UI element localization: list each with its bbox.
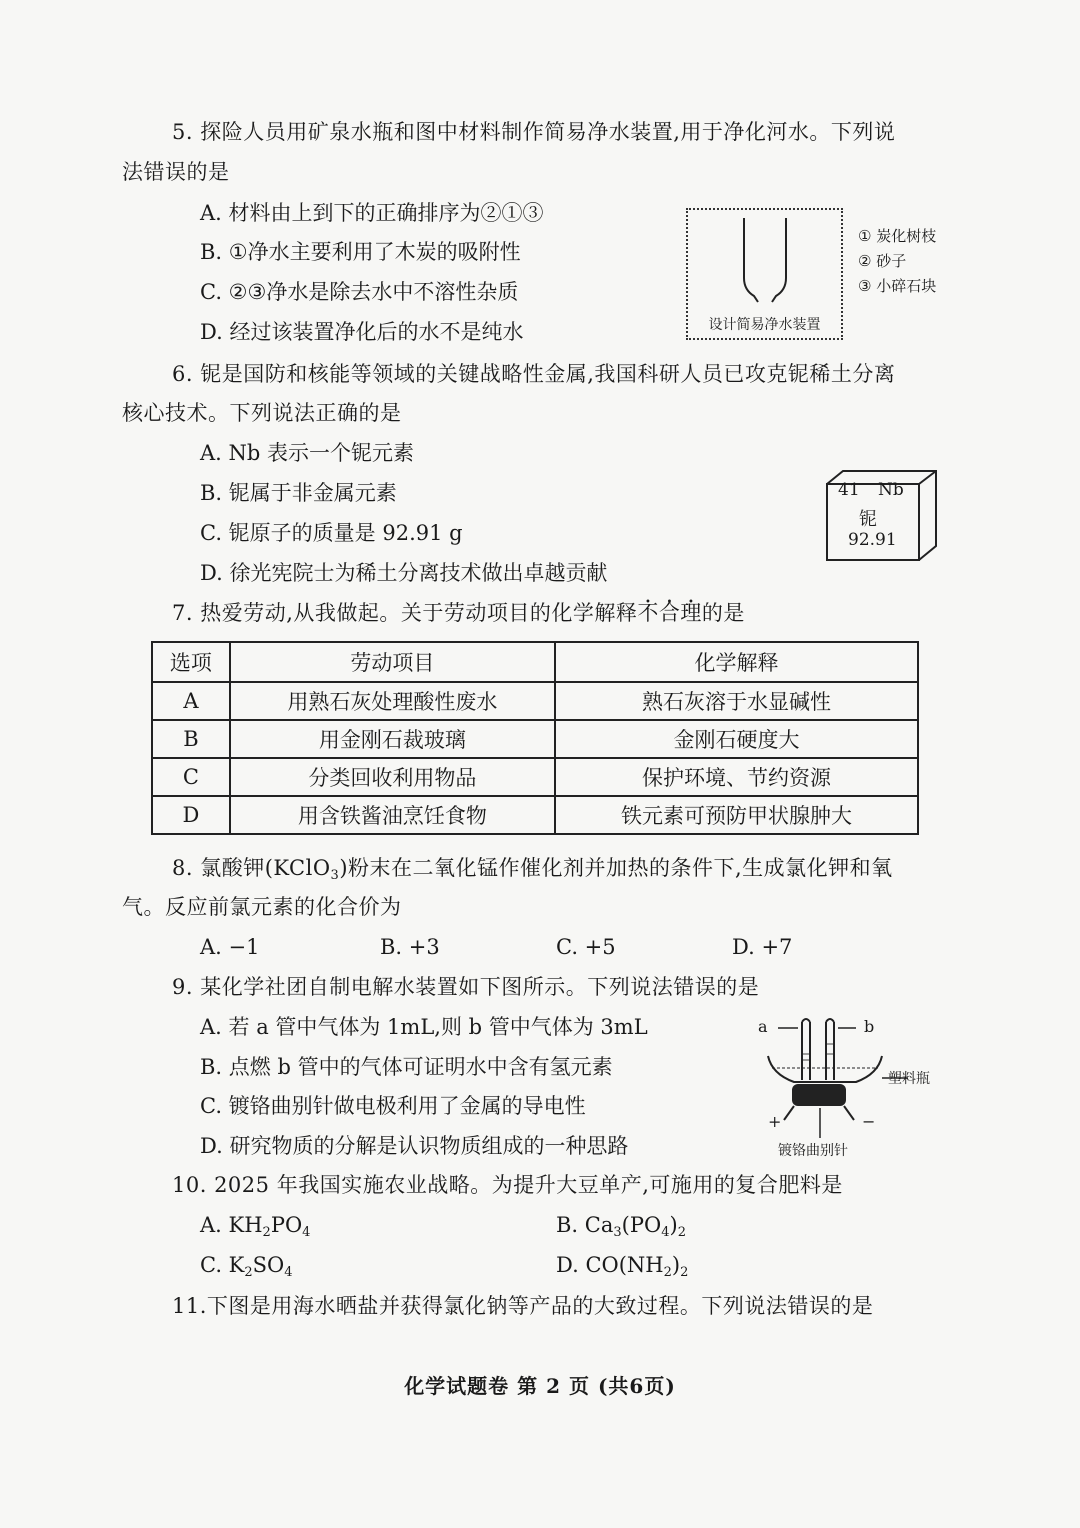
q10-a-part: PO: [270, 1213, 303, 1237]
q8-stem-line2: 气。反应前氯元素的化合价为: [122, 895, 402, 919]
cell-explanation: 铁元素可预防甲状腺肿大: [555, 796, 918, 834]
emphasis-char-2: 合: [658, 601, 681, 625]
q8-stem-part-b: )粉末在二氧化锰作催化剂并加热的条件下,生成氯化钾和氧: [339, 856, 893, 880]
q10-a-part: A. KH: [200, 1213, 263, 1237]
q10-stem: 10. 2025 年我国实施农业战略。为提升大豆单产,可施用的复合肥料是: [172, 1173, 843, 1197]
table-row: [152, 682, 918, 720]
q9-option-b: B. 点燃 b 管中的气体可证明水中含有氢元素: [200, 1055, 613, 1079]
atomic-number: 41: [838, 480, 860, 500]
q7-stem-prefix: 7. 热爱劳动,从我做起。关于劳动项目的化学解释: [172, 601, 638, 625]
q5-stem-line1: 5. 探险人员用矿泉水瓶和图中材料制作简易净水装置,用于净化河水。下列说: [172, 120, 896, 144]
q10-d-part: ): [671, 1253, 681, 1277]
q9-stem: 9. 某化学社团自制电解水装置如下图所示。下列说法错误的是: [172, 975, 760, 999]
subscript: 2: [663, 1265, 672, 1280]
emphasis-char-3: 理: [680, 601, 702, 625]
cell-option: A: [152, 682, 230, 720]
label-plastic-bottle: 塑料瓶: [888, 1071, 930, 1087]
q10-option-a: [200, 1211, 310, 1239]
cell-project: 用金刚石裁玻璃: [230, 720, 555, 758]
subscript: 3: [613, 1225, 622, 1240]
cell-option: B: [152, 720, 230, 758]
q5-option-c: C. ②③净水是除去水中不溶性杂质: [200, 280, 519, 304]
header-explanation: 化学解释: [555, 642, 918, 682]
legend-item-1: ① 炭化树枝: [858, 227, 937, 245]
cell-project: 分类回收利用物品: [230, 758, 555, 796]
label-negative: −: [862, 1112, 876, 1131]
element-card-niobium: [826, 470, 938, 562]
q10-option-b: [556, 1211, 686, 1239]
emphasis-char-1: 不: [637, 601, 659, 625]
q10-b-part: B. Ca: [556, 1213, 614, 1237]
q6-option-d: D. 徐光宪院士为稀土分离技术做出卓越贡献: [200, 561, 608, 585]
atomic-mass: 92.91: [848, 530, 897, 550]
cell-option: C: [152, 758, 230, 796]
cell-explanation: 金刚石硬度大: [555, 720, 918, 758]
q7-stem-suffix: 的是: [701, 601, 745, 625]
material-legend: [858, 224, 936, 299]
subscript: 2: [680, 1265, 689, 1280]
cell-explanation: 保护环境、节约资源: [555, 758, 918, 796]
cell-project: 用含铁酱油烹饪食物: [230, 796, 555, 834]
q11-stem: 11.下图是用海水晒盐并获得氯化钠等产品的大致过程。下列说法错误的是: [172, 1294, 874, 1318]
q9-option-a: A. 若 a 管中气体为 1mL,则 b 管中气体为 3mL: [200, 1015, 648, 1039]
q9-option-c: C. 镀铬曲别针做电极利用了金属的导电性: [200, 1094, 586, 1118]
table-header-row: [152, 642, 918, 682]
legend-item-3: ③ 小碎石块: [858, 277, 937, 295]
q8-stem-part-a: 8. 氯酸钾(KClO: [172, 856, 331, 880]
q8-option-c: C. +5: [556, 935, 616, 959]
label-tube-a: a: [758, 1017, 768, 1036]
label-tube-b: b: [864, 1017, 875, 1036]
labor-project-table: [151, 641, 919, 835]
q6-stem-line1: 6. 铌是国防和核能等领域的关键战略性金属,我国科研人员已攻克铌稀土分离: [172, 362, 896, 386]
figure-caption: 设计简易净水装置: [708, 317, 821, 333]
q10-option-d: [556, 1251, 688, 1279]
subscript: 4: [302, 1225, 311, 1240]
table-row: [152, 720, 918, 758]
element-symbol: Nb: [878, 480, 904, 500]
cell-explanation: 熟石灰溶于水显碱性: [555, 682, 918, 720]
q10-c-part: C. K: [200, 1253, 245, 1277]
q10-d-part: D. CO(NH: [556, 1253, 664, 1277]
cell-option: D: [152, 796, 230, 834]
label-positive: +: [768, 1112, 782, 1131]
q10-option-c: [200, 1251, 293, 1279]
q8-option-a: A. −1: [200, 935, 260, 959]
bottle-diagram: [688, 210, 841, 310]
q8-option-d: D. +7: [732, 935, 793, 959]
subscript: 2: [677, 1225, 686, 1240]
legend-item-2: ② 砂子: [858, 252, 907, 270]
subscript: 4: [284, 1265, 293, 1280]
q6-option-a: A. Nb 表示一个铌元素: [200, 441, 415, 465]
electrolysis-apparatus-figure: [758, 1014, 948, 1164]
cell-project: 用熟石灰处理酸性废水: [230, 682, 555, 720]
subscript: 4: [661, 1225, 670, 1240]
label-paperclip-electrode: 镀铬曲别针: [778, 1143, 848, 1159]
q7-stem: [172, 599, 745, 627]
q5-stem-line2: 法错误的是: [122, 160, 230, 184]
q8-option-b: B. +3: [380, 935, 440, 959]
q8-stem-line1: [172, 854, 893, 882]
header-project: 劳动项目: [230, 642, 555, 682]
water-purifier-figure: [686, 208, 843, 340]
q10-c-part: SO: [252, 1253, 285, 1277]
q5-option-b: B. ①净水主要利用了木炭的吸附性: [200, 240, 521, 264]
q10-b-part: ): [669, 1213, 678, 1237]
q6-option-c: C. 铌原子的质量是 92.91 g: [200, 521, 463, 545]
q9-option-d: D. 研究物质的分解是认识物质组成的一种思路: [200, 1134, 629, 1158]
subscript: 2: [262, 1225, 271, 1240]
q5-option-d: D. 经过该装置净化后的水不是纯水: [200, 320, 524, 344]
q10-b-part: (PO: [621, 1213, 662, 1237]
page-footer: 化学试题卷 第 2 页 (共6页): [404, 1374, 676, 1398]
subscript: 2: [244, 1265, 253, 1280]
q6-option-b: B. 铌属于非金属元素: [200, 481, 397, 505]
q6-stem-line2: 核心技术。下列说法正确的是: [122, 401, 402, 425]
table-row: [152, 796, 918, 834]
table-row: [152, 758, 918, 796]
header-option: 选项: [152, 642, 230, 682]
element-name: 铌: [859, 509, 877, 530]
subscript: 3: [330, 868, 340, 883]
q5-option-a: A. 材料由上到下的正确排序为②①③: [200, 201, 544, 225]
